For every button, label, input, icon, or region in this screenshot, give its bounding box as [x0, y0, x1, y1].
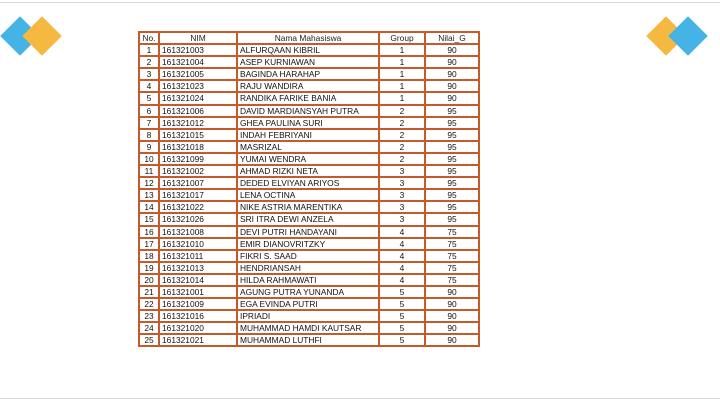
cell-nama: MASRIZAL	[237, 141, 379, 153]
cell-group: 5	[379, 310, 425, 322]
cell-nim: 161321002	[159, 165, 237, 177]
yellow-diamond-decoration	[22, 16, 62, 56]
cell-nama: INDAH FEBRIYANI	[237, 129, 379, 141]
cell-no: 24	[139, 322, 159, 334]
cell-no: 8	[139, 129, 159, 141]
cell-no: 20	[139, 274, 159, 286]
cell-group: 3	[379, 177, 425, 189]
cell-no: 14	[139, 201, 159, 213]
cell-no: 6	[139, 105, 159, 117]
table-row	[139, 129, 479, 141]
cell-nama: SRI ITRA DEWI ANZELA	[237, 213, 379, 225]
cell-group: 2	[379, 141, 425, 153]
cell-group: 1	[379, 92, 425, 104]
cell-nama: GHEA PAULINA SURI	[237, 117, 379, 129]
cell-nama: HILDA RAHMAWATI	[237, 274, 379, 286]
table-header-row	[139, 32, 479, 44]
cell-no: 10	[139, 153, 159, 165]
table-row	[139, 213, 479, 225]
cell-nama: RANDIKA FARIKE BANIA	[237, 92, 379, 104]
header-nama: Nama Mahasiswa	[237, 32, 379, 44]
cell-group: 1	[379, 44, 425, 56]
cell-nilai: 95	[425, 177, 479, 189]
student-grade-table	[138, 31, 480, 347]
cell-nama: DEDED ELVIYAN ARIYOS	[237, 177, 379, 189]
cell-nilai: 90	[425, 322, 479, 334]
cell-nilai: 90	[425, 286, 479, 298]
cell-nama: HENDRIANSAH	[237, 262, 379, 274]
cell-no: 2	[139, 56, 159, 68]
cell-nim: 161321003	[159, 44, 237, 56]
header-nim: NIM	[159, 32, 237, 44]
cell-nim: 161321008	[159, 226, 237, 238]
cell-nilai: 90	[425, 310, 479, 322]
table-row	[139, 201, 479, 213]
cell-nim: 161321018	[159, 141, 237, 153]
cell-group: 3	[379, 189, 425, 201]
table-row	[139, 177, 479, 189]
table-row	[139, 105, 479, 117]
cell-nim: 161321023	[159, 80, 237, 92]
table-row	[139, 310, 479, 322]
cell-group: 5	[379, 298, 425, 310]
cell-nama: DAVID MARDIANSYAH PUTRA	[237, 105, 379, 117]
cell-nilai: 95	[425, 117, 479, 129]
cell-no: 21	[139, 286, 159, 298]
cell-nilai: 90	[425, 44, 479, 56]
cell-group: 1	[379, 56, 425, 68]
cell-no: 16	[139, 226, 159, 238]
header-nilai: Nilai_G	[425, 32, 479, 44]
cell-group: 5	[379, 286, 425, 298]
cell-nim: 161321020	[159, 322, 237, 334]
cell-no: 11	[139, 165, 159, 177]
cell-group: 3	[379, 201, 425, 213]
cell-nim: 161321007	[159, 177, 237, 189]
cell-nama: LENA OCTINA	[237, 189, 379, 201]
top-divider	[0, 2, 720, 3]
table-row	[139, 165, 479, 177]
cell-group: 2	[379, 105, 425, 117]
table-row	[139, 189, 479, 201]
cell-nim: 161321017	[159, 189, 237, 201]
blue-diamond-decoration	[668, 16, 708, 56]
cell-group: 4	[379, 250, 425, 262]
table-row	[139, 68, 479, 80]
cell-nim: 161321016	[159, 310, 237, 322]
cell-nim: 161321012	[159, 117, 237, 129]
table-row	[139, 56, 479, 68]
cell-nim: 161321021	[159, 334, 237, 346]
cell-group: 1	[379, 80, 425, 92]
cell-nim: 161321024	[159, 92, 237, 104]
cell-group: 4	[379, 238, 425, 250]
table-row	[139, 80, 479, 92]
cell-nama: DEVI PUTRI HANDAYANI	[237, 226, 379, 238]
cell-nilai: 90	[425, 80, 479, 92]
cell-nim: 161321013	[159, 262, 237, 274]
table-row	[139, 250, 479, 262]
cell-nilai: 75	[425, 238, 479, 250]
cell-nim: 161321099	[159, 153, 237, 165]
table-row	[139, 298, 479, 310]
cell-no: 15	[139, 213, 159, 225]
cell-group: 4	[379, 226, 425, 238]
cell-nilai: 95	[425, 105, 479, 117]
cell-nilai: 90	[425, 298, 479, 310]
cell-no: 19	[139, 262, 159, 274]
cell-nilai: 90	[425, 68, 479, 80]
table-row	[139, 153, 479, 165]
cell-no: 22	[139, 298, 159, 310]
cell-no: 25	[139, 334, 159, 346]
cell-no: 7	[139, 117, 159, 129]
cell-no: 3	[139, 68, 159, 80]
cell-nama: ALFURQAAN KIBRIL	[237, 44, 379, 56]
cell-no: 18	[139, 250, 159, 262]
cell-nim: 161321009	[159, 298, 237, 310]
bottom-divider	[0, 398, 720, 399]
cell-nim: 161321015	[159, 129, 237, 141]
cell-nilai: 90	[425, 334, 479, 346]
cell-nama: FIKRI S. SAAD	[237, 250, 379, 262]
cell-nim: 161321005	[159, 68, 237, 80]
cell-nim: 161321006	[159, 105, 237, 117]
cell-nama: IPRIADI	[237, 310, 379, 322]
cell-group: 5	[379, 322, 425, 334]
cell-nama: RAJU WANDIRA	[237, 80, 379, 92]
cell-nim: 161321026	[159, 213, 237, 225]
cell-nim: 161321004	[159, 56, 237, 68]
table-row	[139, 286, 479, 298]
cell-no: 17	[139, 238, 159, 250]
cell-no: 13	[139, 189, 159, 201]
cell-nilai: 90	[425, 56, 479, 68]
cell-nama: ASEP KURNIAWAN	[237, 56, 379, 68]
cell-nim: 161321001	[159, 286, 237, 298]
header-no: No.	[139, 32, 159, 44]
cell-nim: 161321014	[159, 274, 237, 286]
cell-no: 4	[139, 80, 159, 92]
cell-nim: 161321010	[159, 238, 237, 250]
cell-nilai: 95	[425, 189, 479, 201]
cell-nilai: 95	[425, 201, 479, 213]
cell-nim: 161321022	[159, 201, 237, 213]
cell-nilai: 90	[425, 92, 479, 104]
cell-no: 5	[139, 92, 159, 104]
table-row	[139, 141, 479, 153]
cell-nilai: 95	[425, 213, 479, 225]
cell-nama: AGUNG PUTRA YUNANDA	[237, 286, 379, 298]
table-row	[139, 334, 479, 346]
header-group: Group	[379, 32, 425, 44]
cell-nama: MUHAMMAD HAMDI KAUTSAR	[237, 322, 379, 334]
cell-group: 5	[379, 334, 425, 346]
cell-no: 23	[139, 310, 159, 322]
cell-nim: 161321011	[159, 250, 237, 262]
cell-group: 2	[379, 129, 425, 141]
cell-group: 3	[379, 213, 425, 225]
cell-group: 4	[379, 262, 425, 274]
cell-group: 2	[379, 117, 425, 129]
cell-nama: BAGINDA HARAHAP	[237, 68, 379, 80]
cell-nilai: 75	[425, 226, 479, 238]
cell-nama: EMIR DIANOVRITZKY	[237, 238, 379, 250]
cell-nilai: 95	[425, 129, 479, 141]
cell-nilai: 75	[425, 262, 479, 274]
cell-nilai: 75	[425, 250, 479, 262]
cell-nama: MUHAMMAD LUTHFI	[237, 334, 379, 346]
cell-nilai: 75	[425, 274, 479, 286]
cell-nilai: 95	[425, 153, 479, 165]
cell-no: 1	[139, 44, 159, 56]
cell-nilai: 95	[425, 141, 479, 153]
cell-nama: NIKE ASTRIA MARENTIKA	[237, 201, 379, 213]
cell-no: 12	[139, 177, 159, 189]
table-row	[139, 226, 479, 238]
cell-group: 2	[379, 153, 425, 165]
cell-no: 9	[139, 141, 159, 153]
cell-nama: YUMAI WENDRA	[237, 153, 379, 165]
table-row	[139, 238, 479, 250]
cell-group: 1	[379, 68, 425, 80]
cell-group: 3	[379, 165, 425, 177]
table-row	[139, 322, 479, 334]
table-body	[139, 44, 479, 346]
table-row	[139, 44, 479, 56]
cell-nilai: 95	[425, 165, 479, 177]
table-row	[139, 262, 479, 274]
table-row	[139, 274, 479, 286]
table-row	[139, 92, 479, 104]
cell-nama: EGA EVINDA PUTRI	[237, 298, 379, 310]
table-row	[139, 117, 479, 129]
cell-nama: AHMAD RIZKI NETA	[237, 165, 379, 177]
cell-group: 4	[379, 274, 425, 286]
